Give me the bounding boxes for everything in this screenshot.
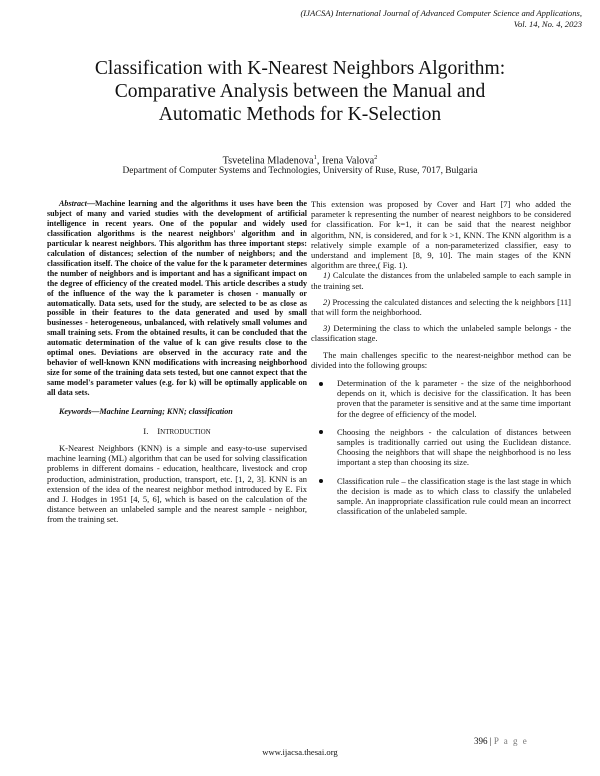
- step-item: [311, 297, 571, 317]
- step-text: Determining the class to which the unlabeled sample belongs - the classification stage.: [311, 323, 572, 344]
- author-1: Tsvetelina Mladenova: [222, 155, 314, 167]
- bullet-icon: [319, 430, 323, 434]
- left-column: [47, 199, 307, 525]
- bullet-icon: [319, 382, 323, 386]
- section-heading-introduction: [47, 426, 307, 438]
- abstract-label: Abstract: [59, 199, 87, 208]
- section-number: I.: [143, 426, 149, 437]
- page-number: [474, 736, 528, 746]
- list-item-text: Choosing the neighbors - the calculation of distances between samples is traditionally carried out using the Euclidean distance. Choosing the neighbors that will shape the neighborhood is no less important a step than choosing its size.: [337, 426, 571, 468]
- step-number: 3): [323, 323, 331, 334]
- list-item: [311, 378, 571, 419]
- list-item: [311, 427, 571, 468]
- right-paragraph-1: This extension was proposed by Cover and Hart [7] who added the parameter k representing the number of nearest neighbors to be considered for classification. For k=1, it can be said that the nearest neighbor algorithm, NN, is considered, and for k >1, KNN. The KNN algorithm is a relatively simple example of a non-parameterized classifier, easy to understand and implement [8, 9, 10]. The main stages of the KNN algorithm are three,( Fig. 1).: [311, 199, 571, 271]
- challenges-list: [311, 378, 571, 516]
- title-line-2: Comparative Analysis between the Manual and: [114, 81, 486, 102]
- step-text: Calculate the distances from the unlabeled sample to each sample in the training set.: [311, 270, 572, 291]
- step-item: [311, 323, 571, 343]
- intro-paragraph-1: K-Nearest Neighbors (KNN) is a simple and easy-to-use supervised machine learning (ML) algorithm that can be used for solving classification problems in different domains - education, healthcare, livestock and crop production, administration, production, transport, etc. [1, 2, 3]. KNN is an extension of the idea of the nearest neighbor method introduced by E. Fix and J. Hodges in 1951 [4, 5, 6], which is based on the calculation of the distance between an unlabeled sample and the nearest sample - neighbor, from the training set.: [47, 443, 307, 525]
- abstract-text: —Machine learning and the algorithms it uses have been the subject of many and varied studies with the development of artificial intelligence in recent years. One of the popular and widely used classification algorithms is the nearest neighbors' algorithm and in particular k nearest neighbors. This algorithm has three important steps: calculation of distances; selection of the number of neighbors; and the classification itself. The choice of the value for the k parameter determines the number of neighbors and is important and has a significant impact on the degree of efficiency of the created model. This article describes a study of the influence of the way the k parameter is chosen - manually or automatically. Data sets, used for the study, are selected to be as close as possible in their features to the data generated and used by small businesses - heterogeneous, unbalanced, with relatively small volumes and small training sets. From the obtained results, it can be concluded that the automatic determination of the value of k can give results close to the optimal ones. Deviations are observed in the accuracy rate and the behavior of well-known KNN modifications with increasing neighborhood size for some of the training data sets tested, but one cannot expect that the same model's parameter values (e.g. for k) will be optimally applicable on all data sets.: [47, 199, 307, 398]
- title-line-1: Classification with K-Nearest Neighbors Algorithm:: [94, 58, 506, 79]
- author-2: , Irena Valova: [316, 155, 375, 167]
- abstract: [47, 199, 307, 398]
- journal-volume: Vol. 14, No. 4, 2023: [513, 18, 582, 29]
- journal-name: (IJACSA) International Journal of Advanced Computer Science and Applications,: [300, 8, 582, 18]
- paper-title: [20, 57, 580, 126]
- bullet-icon: [319, 479, 323, 483]
- list-item: [311, 476, 571, 517]
- page-number-value: 396: [474, 736, 488, 746]
- affiliation: Department of Computer Systems and Technologies, University of Ruse, Ruse, 7017, Bulgaria: [122, 166, 478, 176]
- page-label: P a g e: [493, 736, 529, 746]
- section-title-initial: I: [157, 426, 161, 437]
- page-number-separator: |: [487, 736, 494, 746]
- step-text: Processing the calculated distances and selecting the k neighbors [11] that will form the neighborhood.: [311, 296, 571, 318]
- title-line-3: Automatic Methods for K-Selection: [158, 104, 442, 125]
- journal-header: [242, 8, 582, 29]
- keywords-label: Keywords: [59, 407, 92, 417]
- author-2-affiliation-mark: 2: [374, 154, 378, 161]
- right-paragraph-2: The main challenges specific to the nearest-neighbor method can be divided into the following groups:: [311, 349, 571, 370]
- right-column: [311, 199, 571, 524]
- footer-url[interactable]: www.ijacsa.thesai.org: [262, 747, 338, 757]
- step-number: 1): [323, 270, 331, 281]
- list-item-text: Classification rule – the classification stage is the last stage in which the decision is made as to which class to classify the unlabeled sample. An inappropriate classification rule could mean an incorrect classification of the unlabeled sample.: [337, 475, 571, 517]
- step-number: 2): [323, 296, 331, 307]
- list-item-text: Determination of the k parameter - the size of the neighborhood depends on it, which is decisive for the classification. It has been proven that the parameter is sensitive and at the same time important for the degree of efficiency of the model.: [337, 378, 571, 419]
- keywords: [47, 407, 307, 417]
- step-item: [311, 270, 571, 290]
- keywords-text: —Machine Learning; KNN; classification: [91, 407, 233, 417]
- section-title-rest: NTRODUCTION: [160, 428, 211, 437]
- author-1-affiliation-mark: 1: [313, 154, 317, 161]
